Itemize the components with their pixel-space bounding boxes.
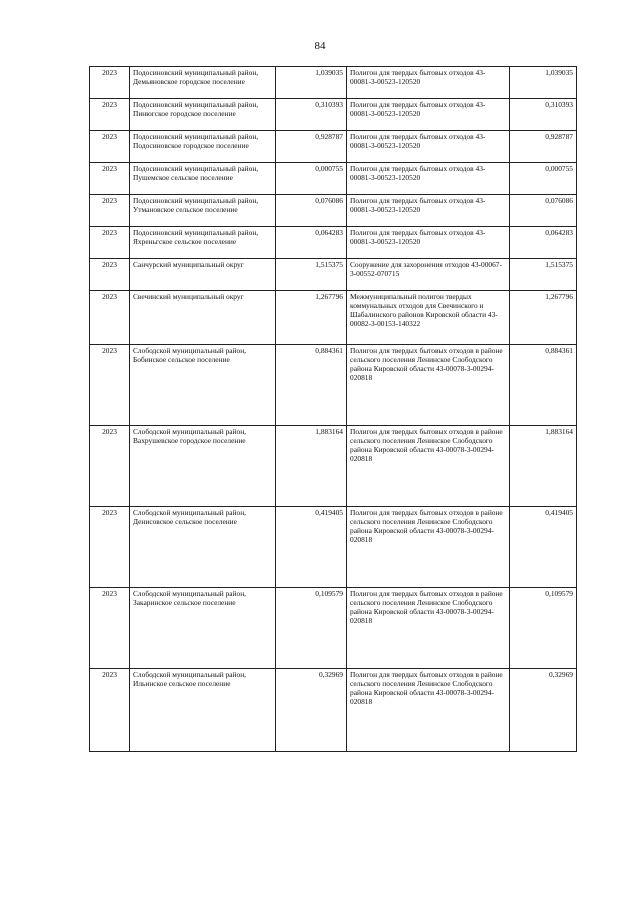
table-row <box>90 345 577 426</box>
table-row <box>90 131 577 163</box>
volume-cell: 0,884361 <box>276 345 347 426</box>
municipality-cell: Слободской муниципальный район, Бобинское сельское поселение <box>130 345 276 426</box>
table-row <box>90 291 577 345</box>
table-row <box>90 99 577 131</box>
facility-cell: Полигон для твердых бытовых отходов 43-00081-3-00523-120520 <box>347 163 510 195</box>
volume-alt-cell: 1,883164 <box>510 426 577 507</box>
year-cell: 2023 <box>90 195 130 227</box>
volume-alt-cell: 0,076086 <box>510 195 577 227</box>
table-row <box>90 195 577 227</box>
volume-alt-cell: 0,32969 <box>510 669 577 752</box>
volume-cell: 1,883164 <box>276 426 347 507</box>
volume-alt-cell: 1,039035 <box>510 67 577 99</box>
year-cell: 2023 <box>90 227 130 259</box>
table-row <box>90 227 577 259</box>
facility-cell: Межмуниципальный полигон твердых коммунальных отходов для Свечинского и Шабалинского районов Кировской области 43-00082-3-00153-140322 <box>347 291 510 345</box>
volume-alt-cell: 0,109579 <box>510 588 577 669</box>
volume-cell: 0,419405 <box>276 507 347 588</box>
year-cell: 2023 <box>90 291 130 345</box>
page-number: 84 <box>314 40 326 52</box>
volume-alt-cell: 1,515375 <box>510 259 577 291</box>
municipality-cell: Слободской муниципальный район, Денисовское сельское поселение <box>130 507 276 588</box>
table-row <box>90 669 577 752</box>
volume-cell: 0,310393 <box>276 99 347 131</box>
facility-cell: Полигон для твердых бытовых отходов 43-00081-3-00523-120520 <box>347 99 510 131</box>
volume-alt-cell: 0,884361 <box>510 345 577 426</box>
municipality-cell: Подосиновский муниципальный район, Демьяновское городское поселение <box>130 67 276 99</box>
volume-alt-cell: 0,419405 <box>510 507 577 588</box>
municipality-cell: Подосиновский муниципальный район, Утмановское сельское поселение <box>130 195 276 227</box>
table-row <box>90 67 577 99</box>
volume-cell: 1,267796 <box>276 291 347 345</box>
volume-alt-cell: 1,267796 <box>510 291 577 345</box>
facility-cell: Полигон для твердых бытовых отходов в районе сельского поселения Ленинское Слободского района Кировской области 43-00078-3-00294-020818 <box>347 426 510 507</box>
municipality-cell: Подосиновский муниципальный район, Пинюгское городское поселение <box>130 99 276 131</box>
facility-cell: Полигон для твердых бытовых отходов в районе сельского поселения Ленинское Слободского района Кировской области 43-00078-3-00294-020818 <box>347 669 510 752</box>
table-row <box>90 426 577 507</box>
volume-cell: 0,064283 <box>276 227 347 259</box>
facility-cell: Полигон для твердых бытовых отходов 43-00081-3-00523-120520 <box>347 227 510 259</box>
volume-alt-cell: 0,310393 <box>510 99 577 131</box>
municipality-cell: Слободской муниципальный район, Вахрушевское городское поселение <box>130 426 276 507</box>
volume-alt-cell: 0,064283 <box>510 227 577 259</box>
volume-cell: 1,515375 <box>276 259 347 291</box>
table-row <box>90 163 577 195</box>
facility-cell: Полигон для твердых бытовых отходов в районе сельского поселения Ленинское Слободского района Кировской области 43-00078-3-00294-020818 <box>347 507 510 588</box>
municipality-cell: Слободской муниципальный район, Закаринское сельское поселение <box>130 588 276 669</box>
volume-cell: 0,32969 <box>276 669 347 752</box>
year-cell: 2023 <box>90 163 130 195</box>
volume-cell: 0,928787 <box>276 131 347 163</box>
table-row <box>90 259 577 291</box>
year-cell: 2023 <box>90 67 130 99</box>
year-cell: 2023 <box>90 588 130 669</box>
year-cell: 2023 <box>90 507 130 588</box>
municipality-cell: Санчурский муниципальный округ <box>130 259 276 291</box>
facility-cell: Полигон для твердых бытовых отходов в районе сельского поселения Ленинское Слободского района Кировской области 43-00078-3-00294-020818 <box>347 588 510 669</box>
volume-cell: 0,076086 <box>276 195 347 227</box>
table-row <box>90 507 577 588</box>
waste-volume-table <box>89 66 577 752</box>
facility-cell: Полигон для твердых бытовых отходов 43-00081-3-00523-120520 <box>347 67 510 99</box>
year-cell: 2023 <box>90 131 130 163</box>
volume-alt-cell: 0,928787 <box>510 131 577 163</box>
year-cell: 2023 <box>90 345 130 426</box>
volume-cell: 1,039035 <box>276 67 347 99</box>
municipality-cell: Подосиновский муниципальный район, Яхреньгское сельское поселение <box>130 227 276 259</box>
year-cell: 2023 <box>90 99 130 131</box>
facility-cell: Полигон для твердых бытовых отходов в районе сельского поселения Ленинское Слободского района Кировской области 43-00078-3-00294-020818 <box>347 345 510 426</box>
year-cell: 2023 <box>90 669 130 752</box>
municipality-cell: Подосиновский муниципальный район, Пушемское сельское поселение <box>130 163 276 195</box>
year-cell: 2023 <box>90 426 130 507</box>
volume-alt-cell: 0,000755 <box>510 163 577 195</box>
municipality-cell: Слободской муниципальный район, Ильинское сельское поселение <box>130 669 276 752</box>
municipality-cell: Подосиновский муниципальный район, Подосиновское городское поселение <box>130 131 276 163</box>
volume-cell: 0,109579 <box>276 588 347 669</box>
facility-cell: Сооружение для захоронения отходов 43-00067-3-00552-070715 <box>347 259 510 291</box>
table-row <box>90 588 577 669</box>
volume-cell: 0,000755 <box>276 163 347 195</box>
municipality-cell: Свечинский муниципальный округ <box>130 291 276 345</box>
facility-cell: Полигон для твердых бытовых отходов 43-00081-3-00523-120520 <box>347 195 510 227</box>
year-cell: 2023 <box>90 259 130 291</box>
facility-cell: Полигон для твердых бытовых отходов 43-00081-3-00523-120520 <box>347 131 510 163</box>
